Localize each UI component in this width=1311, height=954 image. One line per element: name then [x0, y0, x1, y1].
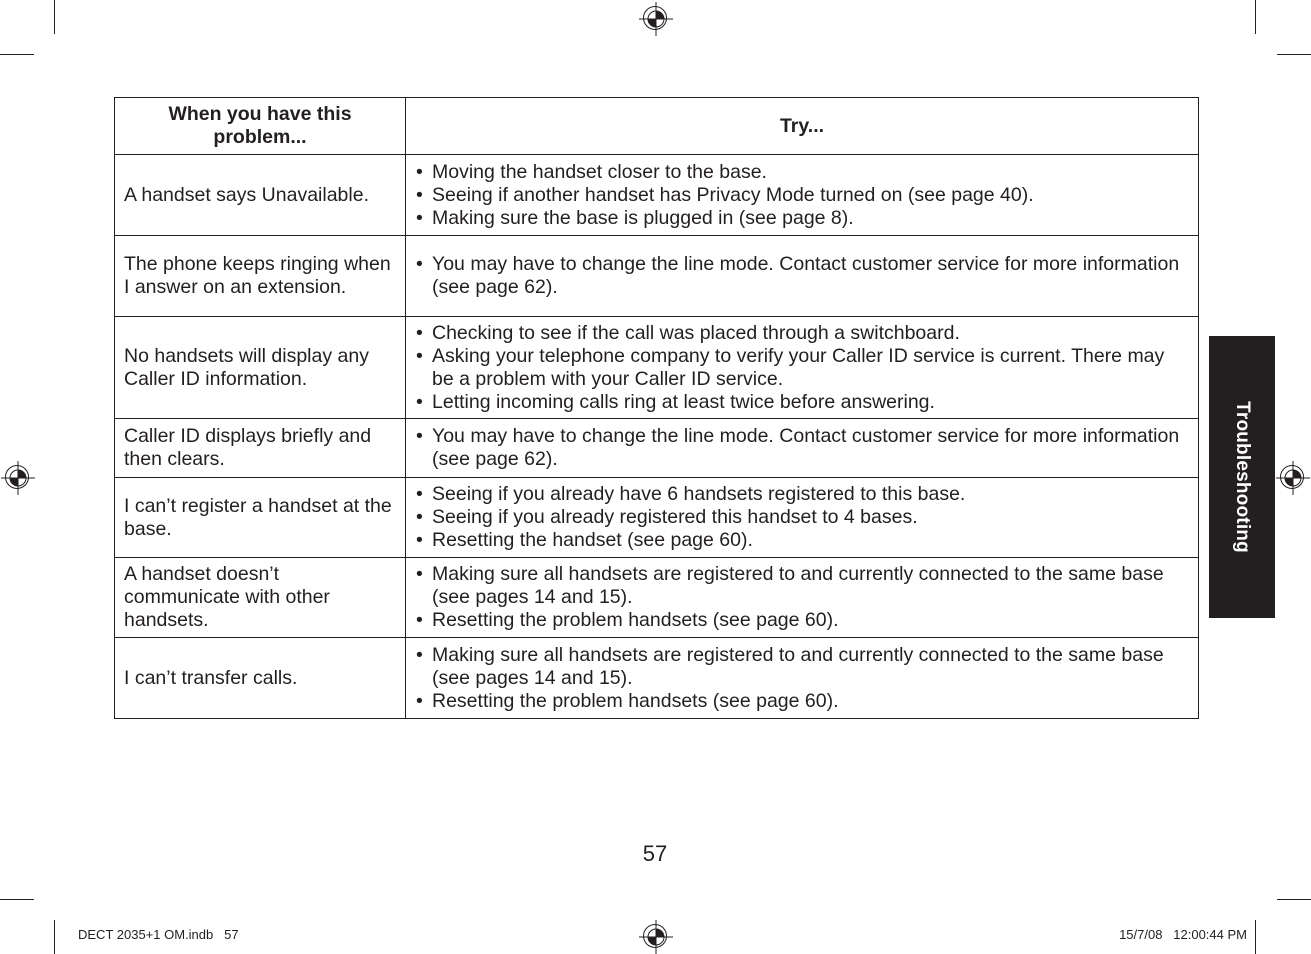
try-item: • Resetting the handset (see page 60).	[415, 529, 1189, 552]
try-item: • Seeing if you already have 6 handsets registered to this base.	[415, 483, 1189, 506]
try-item: • Checking to see if the call was placed through a switchboard.	[415, 322, 1189, 345]
table-row	[115, 558, 1199, 638]
try-list	[415, 425, 1189, 471]
try-item: • Letting incoming calls ring at least twice before answering.	[415, 391, 1189, 414]
try-list	[415, 253, 1189, 299]
try-cell	[406, 558, 1199, 638]
try-item: • Moving the handset closer to the base.	[415, 161, 1189, 184]
try-item: • Seeing if another handset has Privacy Mode turned on (see page 40).	[415, 184, 1189, 207]
try-list	[415, 644, 1189, 713]
registration-mark-icon	[5, 465, 29, 489]
crop-mark-top-right	[1255, 0, 1256, 34]
try-cell	[406, 419, 1199, 478]
problem-cell: Caller ID displays briefly and then clears.	[115, 419, 406, 478]
try-cell	[406, 478, 1199, 558]
crop-mark-top-left	[54, 0, 55, 34]
slug-timestamp: 15/7/08 12:00:44 PM	[1119, 927, 1247, 942]
header-problem: When you have this problem...	[115, 98, 406, 155]
slug-file-name: DECT 2035+1 OM.indb 57	[78, 927, 239, 942]
table-row	[115, 236, 1199, 317]
try-list	[415, 322, 1189, 414]
crop-mark-bottom-right-h	[1277, 899, 1311, 900]
registration-mark-icon	[643, 924, 667, 948]
problem-cell: A handset says Unavailable.	[115, 155, 406, 236]
problem-cell: The phone keeps ringing when I answer on an extension.	[115, 236, 406, 317]
try-item: • Seeing if you already registered this handset to 4 bases.	[415, 506, 1189, 529]
problem-cell: No handsets will display any Caller ID information.	[115, 317, 406, 419]
try-item: • Resetting the problem handsets (see page 60).	[415, 609, 1189, 632]
try-item: • You may have to change the line mode. Contact customer service for more information (see page 62).	[415, 253, 1189, 299]
crop-mark-bottom-right	[1255, 920, 1256, 954]
try-cell	[406, 638, 1199, 719]
try-cell	[406, 236, 1199, 317]
try-item: • You may have to change the line mode. Contact customer service for more information (see page 62).	[415, 425, 1189, 471]
try-item: • Making sure all handsets are registered to and currently connected to the same base (see pages 14 and 15).	[415, 644, 1189, 690]
troubleshooting-table	[114, 97, 1199, 719]
registration-mark-icon	[1280, 465, 1304, 489]
section-tab-label: Troubleshooting	[1232, 401, 1253, 553]
table-row	[115, 478, 1199, 558]
try-item: • Asking your telephone company to verify your Caller ID service is current. There may be a problem with your Caller ID service.	[415, 345, 1189, 391]
table-row	[115, 155, 1199, 236]
crop-mark-top-left-h	[0, 54, 34, 55]
table-row	[115, 638, 1199, 719]
section-tab	[1209, 336, 1275, 618]
problem-cell: I can’t register a handset at the base.	[115, 478, 406, 558]
try-item: • Making sure all handsets are registered to and currently connected to the same base (see pages 14 and 15).	[415, 563, 1189, 609]
table-row	[115, 317, 1199, 419]
header-try: Try...	[406, 98, 1199, 155]
try-list	[415, 563, 1189, 632]
crop-mark-bottom-left	[54, 920, 55, 954]
try-cell	[406, 155, 1199, 236]
problem-cell: I can’t transfer calls.	[115, 638, 406, 719]
problem-cell: A handset doesn’t communicate with other handsets.	[115, 558, 406, 638]
try-item: • Making sure the base is plugged in (see page 8).	[415, 207, 1189, 230]
crop-mark-top-right-h	[1277, 54, 1311, 55]
try-list	[415, 483, 1189, 552]
page-number: 57	[642, 841, 668, 866]
crop-mark-bottom-left-h	[0, 899, 34, 900]
try-cell	[406, 317, 1199, 419]
table-row	[115, 419, 1199, 478]
table-header-row	[115, 98, 1199, 155]
try-list	[415, 161, 1189, 230]
try-item: • Resetting the problem handsets (see page 60).	[415, 690, 1189, 713]
registration-mark-icon	[643, 6, 667, 30]
